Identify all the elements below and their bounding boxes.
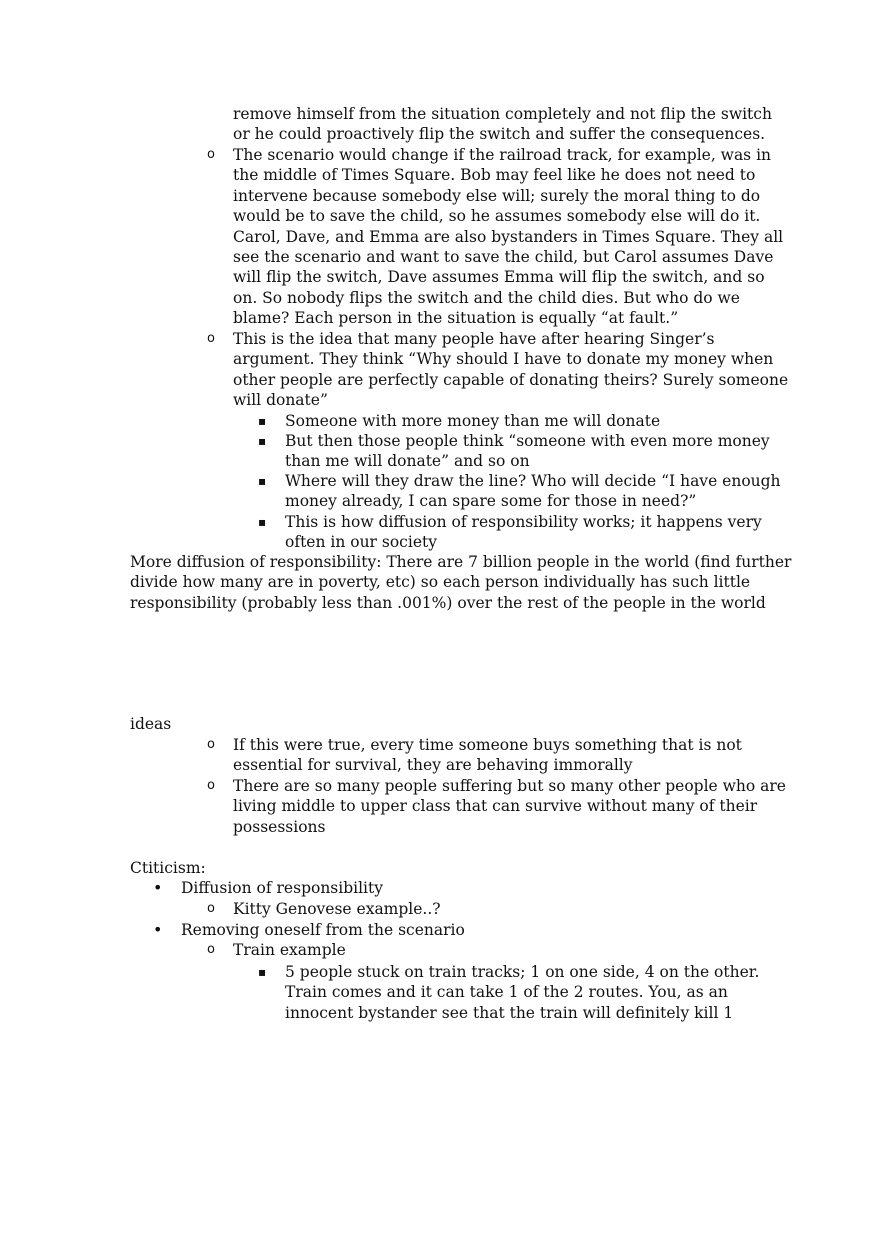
text-line: There are so many people suffering but so many other people who are (233, 777, 786, 795)
text-line: divide how many are in poverty, etc) so each person individually has such little (130, 573, 751, 592)
list-item-sub-point (258, 512, 762, 553)
text-line: living middle to upper class that can survive without many of their (233, 797, 758, 816)
circle-bullet-icon: o (207, 331, 215, 346)
list-item-sub-point (258, 471, 781, 512)
text-line: other people are perfectly capable of donating theirs? Surely someone (233, 370, 789, 389)
text-line: would be to save the child, so he assumes somebody else will do it. (233, 207, 761, 226)
text-line: Carol, Dave, and Emma are also bystanders in Times Square. They all (233, 227, 784, 246)
list-item-idea (207, 776, 786, 837)
text-line: Removing oneself from the scenario (181, 921, 465, 939)
text-line: argument. They think “Why should I have to donate my money when (233, 350, 774, 369)
text-line: But then those people think “someone with even more money (285, 432, 770, 450)
text-line: possessions (233, 817, 326, 836)
dot-bullet-icon: • (153, 878, 163, 897)
text-line: This is how diffusion of responsibility works; it happens very (285, 513, 762, 531)
list-item-sub-point (258, 411, 661, 431)
text-line: essential for survival, they are behaving immorally (233, 756, 633, 775)
list-item-idea (207, 735, 742, 776)
text-line: or he could proactively flip the switch and suffer the consequences. (233, 125, 766, 144)
text-line: Train example (233, 941, 346, 959)
criticism-heading (130, 858, 206, 878)
text-line: blame? Each person in the situation is equally “at fault.” (233, 309, 679, 328)
circle-bullet-icon: o (207, 942, 215, 957)
list-item-times-square (207, 145, 784, 329)
ideas-heading (130, 714, 171, 734)
text-line: responsibility (probably less than .001%) over the rest of the people in the world (130, 593, 766, 612)
more-diffusion-paragraph (130, 552, 791, 613)
text-line: This is the idea that many people have after hearing Singer’s (233, 330, 715, 348)
text-line: 5 people stuck on train tracks; 1 on one side, 4 on the other. (285, 963, 760, 981)
heading-text: ideas (130, 715, 172, 733)
square-bullet-icon: ▪ (258, 414, 267, 428)
text-line: Kitty Genovese example..? (233, 900, 441, 918)
text-line: Diffusion of responsibility (181, 879, 383, 897)
list-item-criticism (153, 878, 383, 898)
text-line: will donate” (233, 391, 328, 410)
list-item-criticism-sub (207, 940, 346, 960)
text-line: on. So nobody flips the switch and the child dies. But who do we (233, 288, 740, 307)
text-line: Someone with more money than me will donate (285, 412, 661, 430)
dot-bullet-icon: • (153, 920, 163, 939)
list-item-train-detail (258, 962, 760, 1023)
text-line: Train comes and it can take 1 of the 2 routes. You, as an (285, 983, 728, 1002)
circle-bullet-icon: o (207, 147, 215, 162)
intro-continuation (233, 104, 772, 145)
square-bullet-icon: ▪ (258, 434, 267, 448)
text-line: More diffusion of responsibility: There are 7 billion people in the world (find further (130, 553, 792, 571)
text-line: The scenario would change if the railroad track, for example, was in (233, 146, 772, 164)
list-item-singer-idea (207, 329, 789, 411)
text-line: see the scenario and want to save the child, but Carol assumes Dave (233, 248, 774, 267)
list-item-sub-point (258, 431, 770, 472)
text-line: intervene because somebody else will; surely the moral thing to do (233, 186, 761, 205)
text-line: the middle of Times Square. Bob may feel like he does not need to (233, 166, 756, 185)
list-item-criticism (153, 920, 465, 940)
square-bullet-icon: ▪ (258, 474, 267, 488)
circle-bullet-icon: o (207, 778, 215, 793)
text-line: remove himself from the situation completely and not flip the switch (233, 105, 772, 123)
circle-bullet-icon: o (207, 737, 215, 752)
text-line: If this were true, every time someone buys something that is not (233, 736, 742, 754)
list-item-criticism-sub (207, 899, 441, 919)
text-line: often in our society (285, 533, 437, 552)
heading-text: Ctiticism: (130, 859, 206, 877)
text-line: Where will they draw the line? Who will decide “I have enough (285, 472, 781, 490)
text-line: money already, I can spare some for those in need?” (285, 492, 697, 511)
text-line: innocent bystander see that the train will definitely kill 1 (285, 1003, 734, 1022)
square-bullet-icon: ▪ (258, 515, 267, 529)
circle-bullet-icon: o (207, 901, 215, 916)
text-line: will flip the switch, Dave assumes Emma will flip the switch, and so (233, 268, 765, 287)
text-line: than me will donate” and so on (285, 452, 530, 471)
square-bullet-icon: ▪ (258, 965, 267, 979)
